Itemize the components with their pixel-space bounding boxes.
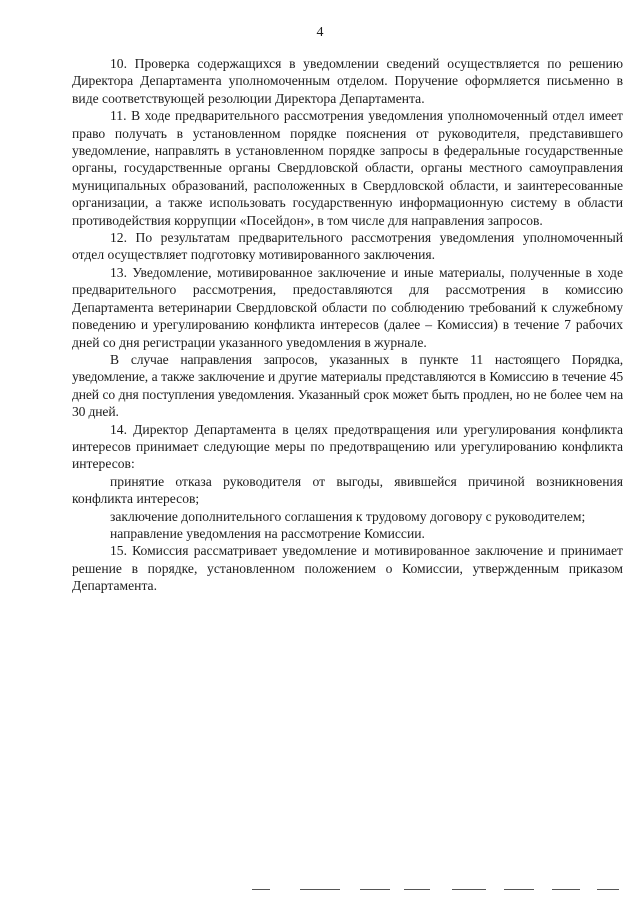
scan-mark (504, 889, 534, 890)
measure-refer-to-commission: направление уведомления на рассмотрение Комиссии. (110, 525, 425, 541)
scan-mark (597, 889, 619, 890)
scan-mark (404, 889, 430, 890)
scan-mark (552, 889, 580, 890)
scan-artifact-lines (252, 889, 622, 892)
paragraph-14: 14. Директор Департамента в целях предотвращения или урегулирования конфликта интересов принимает следующие меры по предотвращению или урегулированию конфликта интересов: (72, 421, 623, 472)
scan-mark (360, 889, 390, 890)
paragraph-10: 10. Проверка содержащихся в уведомлении сведений осуществляется по решению Директора Департамента уполномоченным отделом. Поручение оформляется письменно в виде соответствующей резолюции Директора Департамента. (72, 56, 623, 106)
scan-mark (300, 889, 340, 890)
paragraph-13: 13. Уведомление, мотивированное заключение и иные материалы, полученные в ходе предварительного рассмотрения, предоставляются для рассмотрения в комиссию Департамента ветеринарии Свердловской области по соблюдению требований к служебному поведению и урегулированию конфликта интересов (далее – Комиссия) в течение 7 рабочих дней со дня регистрации указанного уведомления в журнале. (72, 264, 623, 350)
scan-mark (252, 889, 270, 890)
paragraph-13-continuation: В случае направления запросов, указанных в пункте 11 настоящего Порядка, уведомление, а также заключение и другие материалы представляются в Комиссию в течение 45 дней со дня поступления уведомления. Указанный срок может быть продлен, но не более чем на 30 дней. (72, 351, 623, 420)
paragraph-12: 12. По результатам предварительного рассмотрения уведомления уполномоченный отдел осуществляет подготовку мотивированного заключения. (72, 230, 623, 263)
page-number: 4 (316, 25, 324, 40)
measure-additional-agreement: заключение дополнительного соглашения к трудовому договору с руководителем; (110, 508, 586, 524)
scan-mark (452, 889, 486, 890)
measure-refusal-of-benefit: принятие отказа руководителя от выгоды, явившейся причиной возникновения конфликта интересов; (72, 473, 623, 507)
paragraph-11: 11. В ходе предварительного рассмотрения уведомления уполномоченный отдел имеет право получать в установленном порядке пояснения от руководителя, представившего уведомление, направлять в установленном порядке запросы в федеральные государственные органы, государственные органы Свердловской области, органы местного самоуправления муниципальных образований, расположенных в Свердловской области, и заинтересованные организации, а также использовать государственную информационную систему в области противодействия коррупции «Посейдон», в том числе для направления запросов. (72, 108, 623, 228)
document-body (72, 55, 623, 595)
paragraph-15: 15. Комиссия рассматривает уведомление и мотивированное заключение и принимает решение в порядке, установленном положением о Комиссии, утвержденным приказом Департамента. (72, 543, 623, 594)
